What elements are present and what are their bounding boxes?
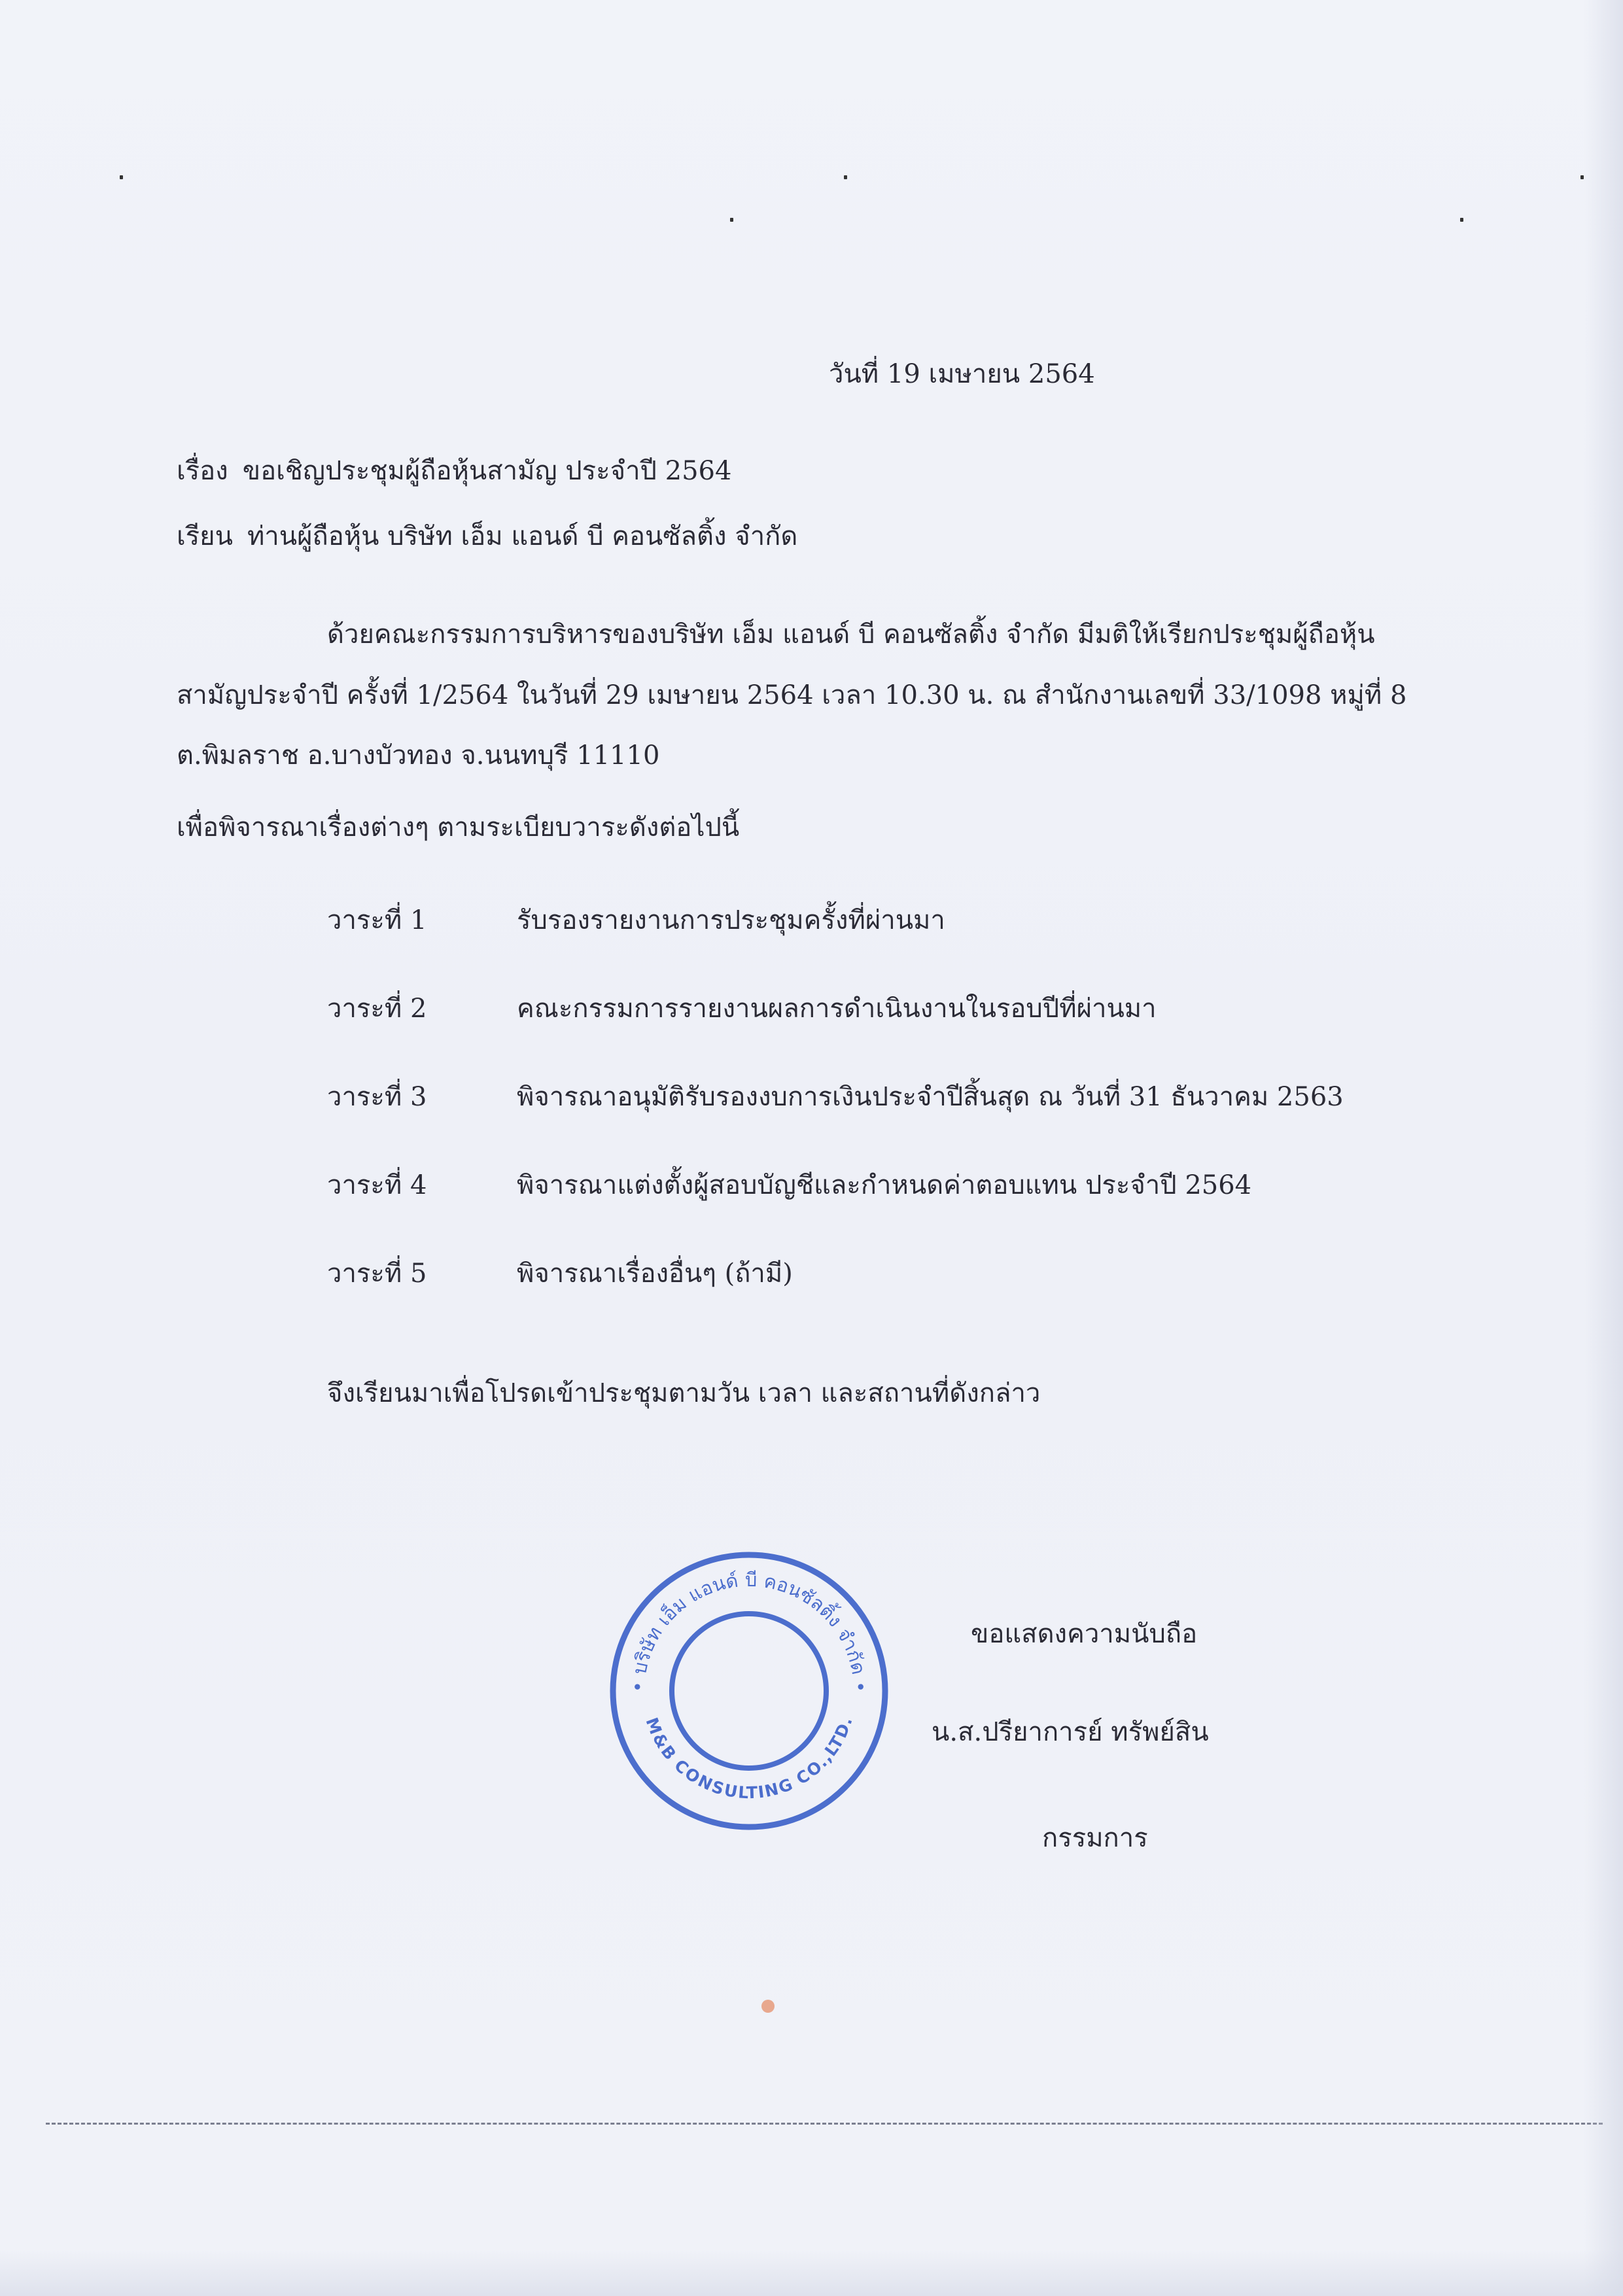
subject-text: ขอเชิญประชุมผู้ถือหุ้นสามัญ ประจำปี 2564 <box>242 456 732 486</box>
subject-line <box>177 458 731 484</box>
agenda-item <box>327 996 1157 1022</box>
agenda-item <box>327 1172 1251 1198</box>
agenda-item <box>327 1261 793 1287</box>
agenda-text: คณะกรรมการรายงานผลการดำเนินงานในรอบปีที่ผ่านมา <box>517 994 1157 1024</box>
stamp-inner-ring <box>672 1614 826 1768</box>
scan-mark <box>730 218 733 222</box>
subject-label: เรื่อง <box>177 456 228 486</box>
recipient-text: ท่านผู้ถือหุ้น บริษัท เอ็ม แอนด์ บี คอนซัลติ้ง จำกัด <box>247 521 798 551</box>
agenda-number: วาระที่ 4 <box>327 1170 427 1200</box>
body-line-3: ต.พิมลราช อ.บางบัวทอง จ.นนทบุรี 11110 <box>177 740 660 771</box>
signature-regards: ขอแสดงความนับถือ <box>971 1619 1198 1649</box>
body-line-2: สามัญประจำปี ครั้งที่ 1/2564 ในวันที่ 29 เมษายน 2564 เวลา 10.30 น. ณ สำนักงานเลขที่ 33/1098 หมู่ที่ 8 <box>177 680 1407 710</box>
agenda-item <box>327 1084 1344 1110</box>
signature-position: กรรมการ <box>1042 1823 1148 1853</box>
agenda-number: วาระที่ 3 <box>327 1082 427 1112</box>
scan-dot <box>761 2000 775 2013</box>
company-stamp <box>605 1547 893 1835</box>
agenda-number: วาระที่ 5 <box>327 1259 427 1289</box>
stamp-thai-arc: • บริษัท เอ็ม แอนด์ บี คอนซัลติ้ง จำกัด • <box>626 1568 872 1693</box>
agenda-text: รับรองรายงานการประชุมครั้งที่ผ่านมา <box>517 905 945 935</box>
body-line-1: ด้วยคณะกรรมการบริหารของบริษัท เอ็ม แอนด์ บี คอนซัลติ้ง จำกัด มีมติให้เรียกประชุมผู้ถือหุ้น <box>327 619 1375 650</box>
scan-edge-bottom <box>0 2250 1623 2296</box>
stamp-english-text <box>642 1715 856 1802</box>
agenda-text: พิจารณาแต่งตั้งผู้สอบบัญชีและกำหนดค่าตอบแทน ประจำปี 2564 <box>517 1170 1252 1200</box>
recipient-label: เรียน <box>177 521 233 551</box>
agenda-item <box>327 907 945 933</box>
scan-edge-right <box>1584 0 1623 2296</box>
cut-line <box>46 2123 1603 2125</box>
agenda-intro: เพื่อพิจารณาเรื่องต่างๆ ตามระเบียบวาระดังต่อไปนี้ <box>177 812 740 843</box>
agenda-text: พิจารณาอนุมัติรับรองงบการเงินประจำปีสิ้นสุด ณ วันที่ 31 ธันวาคม 2563 <box>517 1082 1344 1112</box>
agenda-text: พิจารณาเรื่องอื่นๆ (ถ้ามี) <box>517 1259 793 1289</box>
scan-mark <box>1460 218 1463 222</box>
agenda-number: วาระที่ 1 <box>327 905 427 935</box>
scan-mark <box>844 175 847 179</box>
agenda-number: วาระที่ 2 <box>327 994 427 1024</box>
closing-line: จึงเรียนมาเพื่อโปรดเข้าประชุมตามวัน เวลา และสถานที่ดังกล่าว <box>327 1378 1041 1408</box>
signature-name: น.ส.ปรียาการย์ ทรัพย์สิน <box>932 1717 1209 1747</box>
scan-mark <box>120 175 123 179</box>
stamp-english-arc: M&B CONSULTING CO.,LTD. <box>642 1714 856 1803</box>
recipient-line <box>177 523 797 549</box>
letter-date: วันที่ 19 เมษายน 2564 <box>829 359 1095 389</box>
